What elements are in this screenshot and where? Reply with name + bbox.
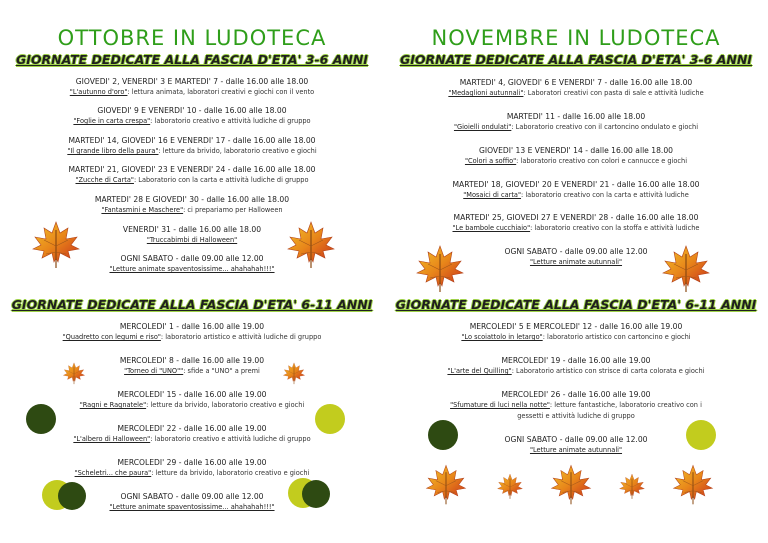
event-title: "Zucche di Carta" xyxy=(75,176,134,184)
event-date: GIOVEDI' 13 E VENERDI' 14 - dalle 16.00 alle 18.00 xyxy=(478,146,674,155)
event-date: MERCOLEDI' 8 - dalle 16.00 alle 19.00 xyxy=(119,356,265,365)
november-column xyxy=(384,0,768,543)
event-description: : Laboratori creativi con pasta di sale e attività ludiche xyxy=(523,89,704,97)
event-description: : laboratorio creativo con colori e cannucce e giochi xyxy=(516,157,688,165)
event-title: "Gioielli ondulati" xyxy=(453,123,512,131)
maple-leaf-icon xyxy=(424,462,468,506)
event-title: "Colori a soffio" xyxy=(464,157,517,165)
oct-event-8 xyxy=(0,321,384,343)
nov-event-9 xyxy=(384,389,768,422)
october-section-6-11-heading: GIORNATE DEDICATE ALLA FASCIA D'ETA' 6-11 ANNI xyxy=(11,297,373,312)
event-title: "Truccabimbi di Halloween" xyxy=(146,236,238,244)
oct-event-4 xyxy=(0,164,384,186)
event-title: "Foglie in carta crespa" xyxy=(73,117,151,125)
event-description: : laboratorio artistico e attività ludiche di gruppo xyxy=(160,333,322,341)
event-date: OGNI SABATO - dalle 09.00 alle 12.00 xyxy=(504,247,648,256)
maple-leaf-icon xyxy=(30,218,82,270)
event-description: : letture da brivido, laboratorio creativo e giochi xyxy=(151,469,310,477)
event-title: "Scheletri... che paura" xyxy=(74,469,152,477)
event-date: MERCOLEDI' 5 E MERCOLEDI' 12 - dalle 16.00 alle 19.00 xyxy=(469,322,683,331)
event-title: "L'arte del Quilling" xyxy=(447,367,512,375)
event-description: : Laboratorio artistico con strisce di carta colorata e giochi xyxy=(511,367,705,375)
event-description: : laboratorio creativo con la carta e attività ludiche xyxy=(521,191,689,199)
maple-leaf-icon xyxy=(285,218,337,270)
maple-leaf-icon xyxy=(671,462,715,506)
event-date: MARTEDI' 18, GIOVEDI' 20 E VENERDI' 21 - dalle 16.00 alle 18.00 xyxy=(452,180,700,189)
event-title: "L'albero di Halloween" xyxy=(73,435,151,443)
event-description: : letture da brivido, laboratorio creativo e giochi xyxy=(158,147,317,155)
november-section-6-11-heading: GIORNATE DEDICATE ALLA FASCIA D'ETA' 6-11 ANNI xyxy=(395,297,757,312)
event-date: OGNI SABATO - dalle 09.00 alle 12.00 xyxy=(504,435,648,444)
maple-leaf-icon xyxy=(496,472,524,500)
maple-leaf-icon xyxy=(62,361,86,385)
maple-leaf-icon xyxy=(660,242,712,294)
event-date: MARTEDI' 11 - dalle 16.00 alle 18.00 xyxy=(506,112,646,121)
event-date: MARTEDI' 25, GIOVEDI 27 E VENERDI' 28 - dalle 16.00 alle 18.00 xyxy=(453,213,699,222)
nov-event-1 xyxy=(384,77,768,99)
maple-leaf-icon xyxy=(618,472,646,500)
october-title: OTTOBRE IN LUDOTECA xyxy=(57,26,327,50)
event-title: "Lo scoiattolo in letargo" xyxy=(461,333,543,341)
maple-leaf-icon xyxy=(282,361,306,385)
nov-event-2 xyxy=(384,111,768,133)
event-date: GIOVEDI' 2, VENERDI' 3 E MARTEDI' 7 - dalle 16.00 alle 18.00 xyxy=(75,77,309,86)
event-date: MERCOLEDI' 22 - dalle 16.00 alle 19.00 xyxy=(117,424,267,433)
event-description: : lettura animata, laboratori creativi e giochi con il vento xyxy=(127,88,315,96)
event-date: OGNI SABATO - dalle 09.00 alle 12.00 xyxy=(120,492,264,501)
maple-leaf-icon xyxy=(414,242,466,294)
october-section-3-6-heading: GIORNATE DEDICATE ALLA FASCIA D'ETA' 3-6 ANNI xyxy=(16,52,368,67)
event-title: "Fantasmini e Maschere" xyxy=(101,206,184,214)
event-title: "L'autunno d'oro" xyxy=(69,88,128,96)
nov-event-7 xyxy=(384,321,768,343)
event-description: : laboratorio creativo e attività ludiche di gruppo xyxy=(150,117,311,125)
event-description: : sfide a "UNO" a premi xyxy=(183,367,260,375)
nov-event-5 xyxy=(384,212,768,234)
event-date: MERCOLEDI' 15 - dalle 16.00 alle 19.00 xyxy=(117,390,267,399)
oct-event-12 xyxy=(0,457,384,479)
november-title: NOVEMBRE IN LUDOTECA xyxy=(431,26,721,50)
maple-leaf-icon xyxy=(549,462,593,506)
event-description: : laboratorio creativo e attività ludiche di gruppo xyxy=(150,435,311,443)
event-date: MARTEDI' 14, GIOVEDI' 16 E VENERDI' 17 - dalle 16.00 alle 18.00 xyxy=(68,136,316,145)
event-title: "Letture animate spaventosissime... ahahahah!!!" xyxy=(109,503,275,511)
event-title: "Ragni e Ragnatele" xyxy=(79,401,147,409)
event-date: MARTEDI' 4, GIOVEDI' 6 E VENERDI' 7 - dalle 16.00 alle 18.00 xyxy=(459,78,693,87)
event-date: VENERDI' 31 - dalle 16.00 alle 18.00 xyxy=(122,225,262,234)
event-date: MERCOLEDI' 29 - dalle 16.00 alle 19.00 xyxy=(117,458,267,467)
event-title: "Il grande libro della paura" xyxy=(67,147,159,155)
event-title: "Letture animate autunnali" xyxy=(529,258,623,266)
event-date: OGNI SABATO - dalle 09.00 alle 12.00 xyxy=(120,254,264,263)
event-description: : laboratorio artistico con cartoncino e giochi xyxy=(542,333,691,341)
oct-event-3 xyxy=(0,135,384,157)
dark-green-dot xyxy=(428,420,458,450)
event-title: "Torneo di "UNO"" xyxy=(124,367,184,375)
oct-event-9 xyxy=(0,355,384,377)
event-description: : Laboratorio con la carta e attività ludiche di gruppo xyxy=(133,176,309,184)
dark-green-dot xyxy=(58,482,86,510)
oct-event-2 xyxy=(0,105,384,127)
dark-green-dot xyxy=(302,480,330,508)
event-title: "Mosaici di carta" xyxy=(463,191,522,199)
event-date: MERCOLEDI' 1 - dalle 16.00 alle 19.00 xyxy=(119,322,265,331)
oct-event-1 xyxy=(0,76,384,98)
nov-event-4 xyxy=(384,179,768,201)
event-title: "Letture animate autunnali" xyxy=(529,446,623,454)
event-title: "Le bambole cucchiaio" xyxy=(452,224,531,232)
event-title: "Sfumature di luci nella notte" xyxy=(450,401,550,409)
event-title: "Letture animate spaventosissime... ahahahah!!!" xyxy=(109,265,275,273)
event-title: "Medaglioni autunnali" xyxy=(448,89,524,97)
event-date: MERCOLEDI' 26 - dalle 16.00 alle 19.00 xyxy=(501,390,651,399)
event-date: MARTEDI' 21, GIOVEDI' 23 E VENERDI' 24 - dalle 16.00 alle 18.00 xyxy=(68,165,316,174)
november-section-3-6-heading: GIORNATE DEDICATE ALLA FASCIA D'ETA' 3-6 ANNI xyxy=(400,52,752,67)
event-description: : letture da brivido, laboratorio creativo e giochi xyxy=(146,401,305,409)
event-date: MARTEDI' 28 E GIOVEDI' 30 - dalle 16.00 alle 18.00 xyxy=(94,195,290,204)
event-description: : letture fantastiche, laboratorio creativo con i gessetti e attività ludiche di gruppo xyxy=(517,401,702,420)
event-date: MERCOLEDI' 19 - dalle 16.00 alle 19.00 xyxy=(501,356,651,365)
dark-green-dot xyxy=(26,404,56,434)
nov-event-3 xyxy=(384,145,768,167)
nov-event-8 xyxy=(384,355,768,377)
lime-dot xyxy=(686,420,716,450)
lime-dot xyxy=(315,404,345,434)
event-date: GIOVEDI' 9 E VENERDI' 10 - dalle 16.00 alle 18.00 xyxy=(97,106,287,115)
event-description: : Laboratorio creativo con il cartoncino ondulato e giochi xyxy=(511,123,699,131)
oct-event-5 xyxy=(0,194,384,216)
event-description: : laboratorio creativo con la stoffa e attività ludiche xyxy=(530,224,700,232)
event-description: : ci prepariamo per Halloween xyxy=(183,206,283,214)
event-title: "Quadretto con legumi e riso" xyxy=(62,333,161,341)
